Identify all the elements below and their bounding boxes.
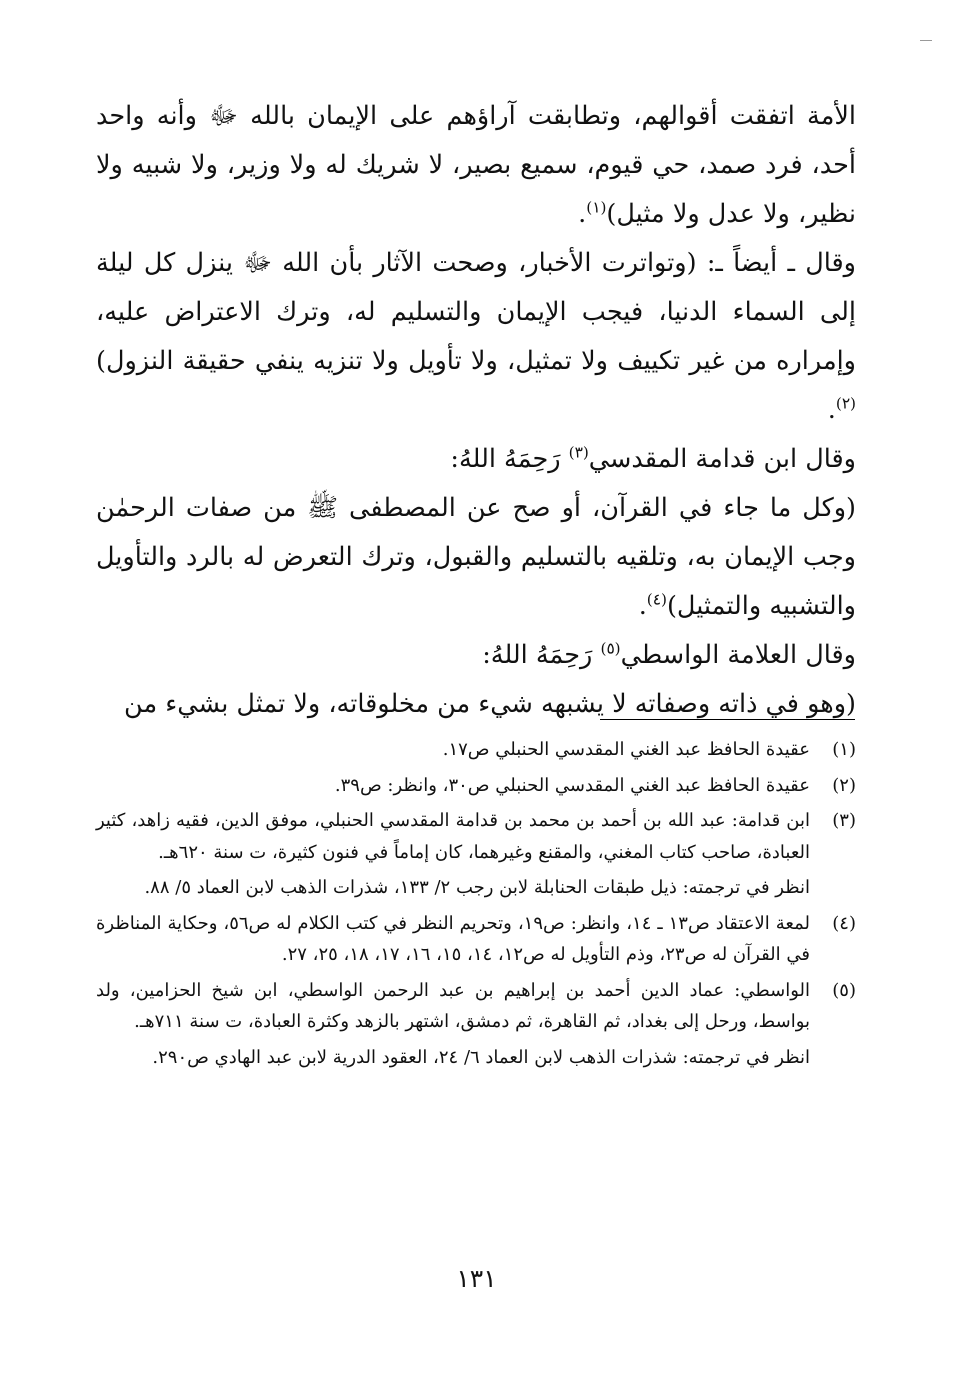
page-number: ١٣١ bbox=[456, 1264, 497, 1293]
footnote-number: (٥) bbox=[832, 979, 856, 1001]
footnote-3 bbox=[96, 805, 856, 904]
paragraph-6: (وهو في ذاته وصفاته لا يشبهه شيء من مخلوقاته، ولا تمثل بشيء من bbox=[124, 689, 856, 719]
footnote-separator bbox=[600, 719, 855, 720]
footnote-text: ابن قدامة: عبد الله بن أحمد بن محمد بن قدامة المقدسي الحنبلي، موفق الدين، فقيه زاهد، كثير العبادة، صاحب كتاب المغني، والمقنع وغيرهما، كان إماماً في فنون كثيرة، ت سنة ٦٢٠هـ. bbox=[96, 810, 810, 863]
footnote-5 bbox=[96, 975, 856, 1074]
footnote-number: (٢) bbox=[832, 774, 856, 796]
paragraph-5: وقال العلامة الواسطي$^{(٥)}$ رَحِمَهُ اللهُ: bbox=[482, 639, 856, 670]
footnote-number: (٣) bbox=[832, 810, 856, 831]
footnote-subtext: انظر في ترجمته: ذيل طبقات الحنابلة لابن رجب ٢/ ١٣٣، شذرات الذهب لابن العماد ٥/ ٨٨. bbox=[144, 877, 810, 898]
footnote-ref-4: (٤) bbox=[646, 590, 667, 609]
paragraph-4: (وكل ما جاء في القرآن، أو صح عن المصطفى ﷺ من صفات الرحمٰن وجب الإيمان به، وتلقيه بالتسليم والقبول، وترك التعرض له بالرد والتأويل والتشبيه والتمثيل)$^{(٤)}$. bbox=[96, 493, 856, 621]
footnote-text: الواسطي: عماد الدين أحمد بن إبراهيم بن عبد الرحمن الواسطي، ابن شيخ الحزامين، ولد بواسط، ورحل إلى بغداد، ثم القاهرة، ثم دمشق، اشتهر بالزهد وكثرة العبادة، ت سنة ٧١١هـ. bbox=[96, 979, 810, 1032]
footnote-number: (١) bbox=[832, 739, 856, 760]
footnotes bbox=[96, 734, 856, 1077]
footnote-subtext: انظر في ترجمته: شذرات الذهب لابن العماد ٦/ ٢٤، العقود الدرية لابن عبد الهادي ص٢٩٠. bbox=[152, 1046, 810, 1068]
footnote-2 bbox=[96, 770, 856, 802]
footnote-ref-5: (٥) bbox=[600, 639, 621, 658]
paragraph-2: وقال ـ أيضاً ـ: (وتواترت الأخبار، وصحت الآثار بأن الله ﷻ ينزل كل ليلة إلى السماء الدنيا، فيجب الإيمان والتسليم له، وترك الاعتراض عليه، وإمراره من غير تكييف ولا تمثيل، ولا تأويل ولا تنزيه ينفي حقيقة النزول)$^{(٢)}$. bbox=[96, 248, 856, 425]
footnote-text: عقيدة الحافظ عبد الغني المقدسي الحنبلي ص٣٠، وانظر: ص٣٩. bbox=[334, 774, 810, 796]
paragraph-1: الأمة اتفقت أقوالهم، وتطابقت آراؤهم على الإيمان بالله ﷻ وأنه واحد أحد، فرد صمد، حي قيوم، سميع بصير، لا شريك له ولا وزير، ولا شبيه ولا نظير، ولا عدل ولا مثيل)$^{(١)}$. bbox=[96, 101, 856, 229]
footnote-ref-1: (١) bbox=[586, 198, 607, 217]
paragraph-3: وقال ابن قدامة المقدسي$^{(٣)}$ رَحِمَهُ اللهُ: bbox=[450, 443, 856, 474]
footnote-1 bbox=[96, 734, 856, 766]
footnote-text: عقيدة الحافظ عبد الغني المقدسي الحنبلي ص١٧. bbox=[442, 739, 810, 760]
footnote-ref-3: (٣) bbox=[568, 443, 589, 462]
footnote-ref-2: (٢) bbox=[835, 394, 856, 413]
footnote-text: لمعة الاعتقاد ص١٣ ـ ١٤، وانظر: ص١٩، وتحريم النظر في كتب الكلام له ص٥٦، وحكاية المناظرة في القرآن له ص٢٣، وذم التأويل له ص١٢، ١٤، ١٥، ١٦، ١٧، ١٨، ٢٥، ٢٧. bbox=[96, 912, 810, 965]
corner-mark bbox=[920, 40, 932, 41]
main-text bbox=[96, 92, 856, 729]
footnote-4 bbox=[96, 908, 856, 971]
footnote-number: (٤) bbox=[832, 912, 856, 934]
